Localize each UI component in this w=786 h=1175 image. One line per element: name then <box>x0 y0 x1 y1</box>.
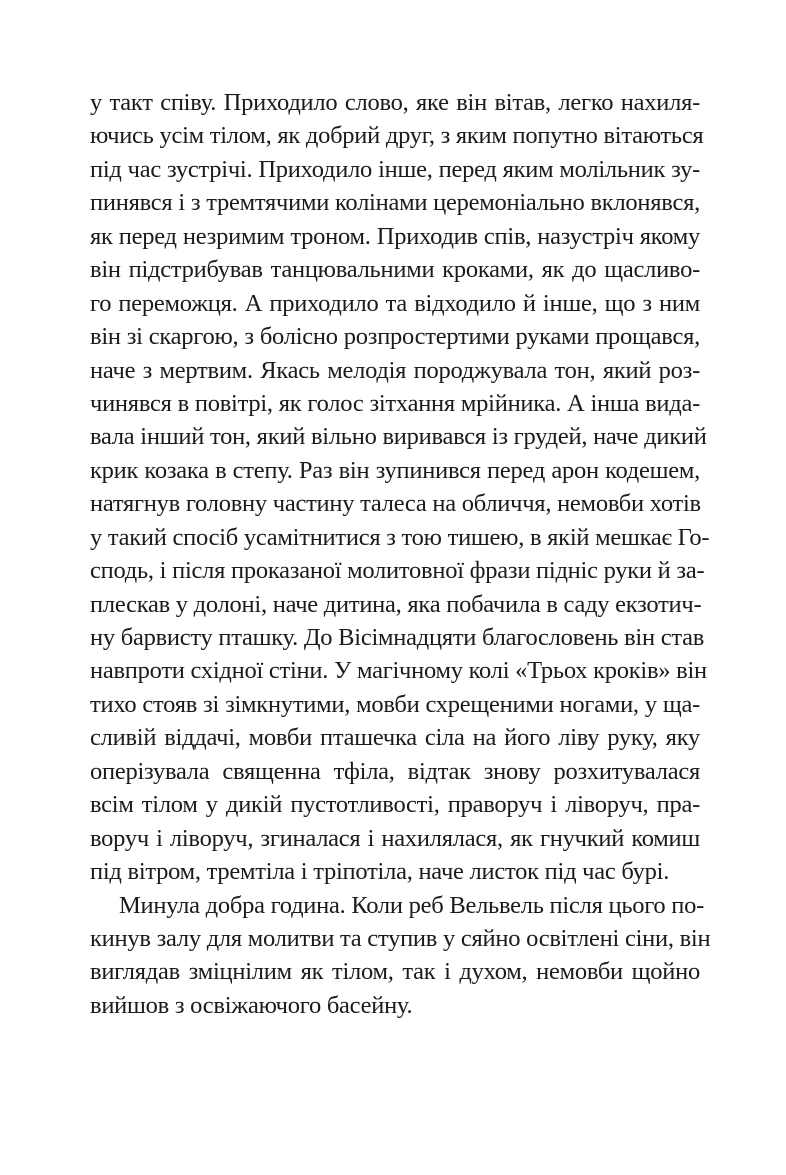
text-line: оперізувала священна тфіла, відтак знову розхитувалася <box>90 757 700 785</box>
text-line: всім тілом у дикій пустотливості, праворуч і ліворуч, пра- <box>90 791 700 819</box>
text-line: тихо стояв зі зімкнутими, мовби схрещеними ногами, у ща- <box>90 690 700 718</box>
text-line: у такт співу. Приходило слово, яке він вітав, легко нахиля- <box>90 89 700 116</box>
text-line: чинявся в повітрі, як голос зітхання мрійника. А інша вида- <box>90 389 700 417</box>
text-line: натягнув головну частину талеса на обличчя, немовби хотів <box>90 490 701 518</box>
paragraph-2 <box>90 889 711 1023</box>
text-line: вийшов з освіжаючого басейну. <box>90 991 413 1019</box>
text-line: пинявся і з тремтячими колінами церемоніально вклонявся, <box>90 189 700 217</box>
paragraph-1 <box>90 86 710 889</box>
text-line: ну барвисту пташку. До Вісімнадцяти благословень він став <box>90 624 705 651</box>
text-line: крик козака в степу. Раз він зупинився перед арон кодешем, <box>90 456 700 484</box>
text-line: у такий спосіб усамітнитися з тою тишею, в якій мешкає Го- <box>90 523 710 551</box>
text-line: під час зустрічі. Приходило інше, перед яким молільник зу- <box>90 155 700 183</box>
text-line: сподь, і після проказаної молитовної фрази підніс руки й за- <box>90 557 705 585</box>
body-text <box>90 86 711 1022</box>
text-line: кинув залу для молитви та ступив у сяйно освітлені сіни, він <box>90 924 711 952</box>
text-line: як перед незримим троном. Приходив спів, назустріч якому <box>90 222 700 250</box>
text-line: ючись усім тілом, як добрий друг, з яким попутно вітаються <box>90 122 704 150</box>
text-line: вала інший тон, який вільно виривався із грудей, наче дикий <box>90 423 707 451</box>
text-line: сливій віддачі, мовби пташечка сіла на його ліву руку, яку <box>90 724 700 752</box>
text-line: Минула добра година. Коли реб Вельвель після цього по- <box>119 891 705 919</box>
text-line: виглядав зміцнілим як тілом, так і духом, немовби щойно <box>90 958 700 986</box>
text-line: наче з мертвим. Якась мелодія породжувала тон, який роз- <box>90 356 700 384</box>
text-line: він підстрибував танцювальними кроками, як до щасливо- <box>90 256 700 284</box>
text-line: плескав у долоні, наче дитина, яка побачила в саду екзотич- <box>90 590 702 618</box>
text-line: він зі скаргою, з болісно розпростертими руками прощався, <box>90 323 700 351</box>
text-line: го переможця. А приходило та відходило й інше, що з ним <box>90 289 700 317</box>
text-line: воруч і ліворуч, згиналася і нахилялася, як гнучкий комиш <box>90 824 700 852</box>
text-line: навпроти східної стіни. У магічному колі «Трьох кроків» він <box>90 657 707 685</box>
text-line: під вітром, тремтіла і тріпотіла, наче листок під час бурі. <box>90 858 670 886</box>
